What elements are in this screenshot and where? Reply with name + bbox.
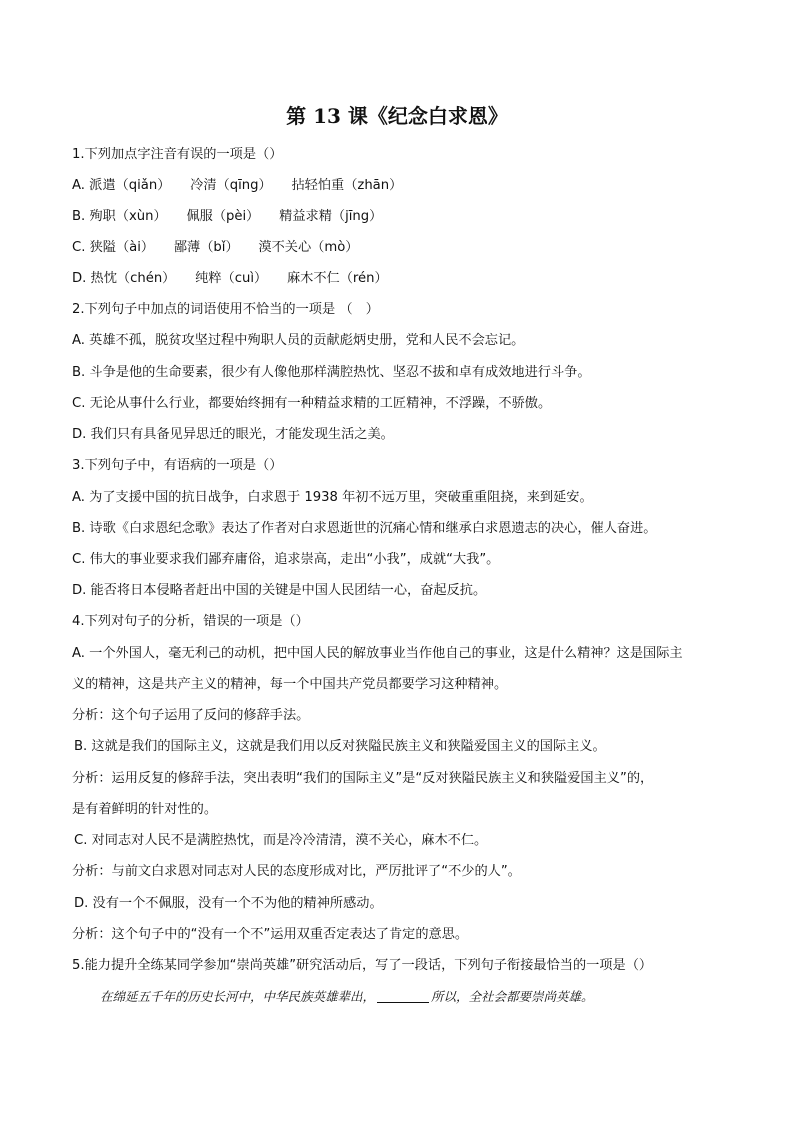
question-5-stem: 5.能力提升全练某同学参加“崇尚英雄”研究活动后，写了一段话，下列句子衔接最恰当的一项是（） [72, 958, 653, 973]
question-4-option-c-analysis: 分析：与前文白求恩对同志对人民的态度形成对比，严厉批评了“不少的人”。 [72, 864, 521, 879]
passage-before-blank: 在绵延五千年的历史长河中，中华民族英雄辈出， [100, 989, 376, 1004]
question-2-option-c: C. 无论从事什么行业，都要始终拥有一种精益求精的工匠精神，不浮躁，不骄傲。 [72, 396, 552, 411]
question-4-option-a-line2: 义的精神，这是共产主义的精神，每一个中国共产党员都要学习这种精神。 [72, 677, 508, 692]
question-1-option-d: D. 热忱（chén） 纯粹（cuì） 麻木不仁（rén） [72, 271, 388, 286]
question-1-option-c: C. 狭隘（ài） 鄙薄（bǐ） 漠不关心（mò） [72, 240, 359, 255]
question-4-option-b: B. 这就是我们的国际主义，这就是我们用以反对狭隘民族主义和狭隘爱国主义的国际主义。 [74, 739, 606, 754]
question-2-option-d: D. 我们只有具备见异思迁的眼光，才能发现生活之美。 [72, 427, 394, 442]
question-4-option-d-analysis: 分析：这个句子中的“没有一个不”运用双重否定表达了肯定的意思。 [72, 927, 469, 942]
question-4-option-c: C. 对同志对人民不是满腔热忱，而是冷冷清清，漠不关心，麻木不仁。 [74, 833, 488, 848]
question-5-passage [100, 988, 760, 1006]
question-3-option-d: D. 能否将日本侵略者赶出中国的关键是中国人民团结一心，奋起反抗。 [72, 583, 487, 598]
answer-blank [377, 990, 429, 1003]
question-2-option-a: A. 英雄不孤，脱贫攻坚过程中殉职人员的贡献彪炳史册，党和人民不会忘记。 [72, 333, 525, 348]
question-2-option-b: B. 斗争是他的生命要素，很少有人像他那样满腔热忱、坚忍不拔和卓有成效地进行斗争。 [72, 365, 591, 380]
question-4-option-b-analysis-line1: 分析：运用反复的修辞手法，突出表明“我们的国际主义”是“反对狭隘民族主义和狭隘爱国主义”的， [72, 771, 654, 786]
question-1-option-a: A. 派遣（qiǎn） 冷清（qīng） 拈轻怕重（zhān） [72, 178, 403, 193]
question-3-option-a: A. 为了支援中国的抗日战争，白求恩于 1938 年初不远万里，突破重重阻挠，来到延安。 [72, 490, 593, 505]
question-4-stem: 4.下列对句子的分析，错误的一项是（） [72, 614, 309, 629]
question-3-option-b: B. 诗歌《白求恩纪念歌》表达了作者对白求恩逝世的沉痛心情和继承白求恩遗志的决心，催人奋进。 [72, 521, 657, 536]
page-title: 第 13 课《纪念白求恩》 [286, 104, 508, 128]
question-2-stem: 2.下列句子中加点的词语使用不恰当的一项是 （ ） [72, 302, 379, 317]
question-4-option-a-analysis: 分析：这个句子运用了反问的修辞手法。 [72, 708, 310, 723]
question-3-stem: 3.下列句子中，有语病的一项是（） [72, 458, 283, 473]
question-4-option-b-analysis-line2: 是有着鲜明的针对性的。 [72, 802, 218, 817]
passage-after-blank: 所以，全社会都要崇尚英雄。 [431, 989, 594, 1004]
question-4-option-a-line1: A. 一个外国人，毫无利己的动机，把中国人民的解放事业当作他自己的事业，这是什么精神？这是国际主 [72, 646, 683, 661]
question-3-option-c: C. 伟大的事业要求我们鄙弃庸俗，追求崇高，走出“小我”，成就“大我”。 [72, 552, 500, 567]
question-1-option-b: B. 殉职（xùn） 佩服（pèi） 精益求精（jīng） [72, 209, 383, 224]
question-1-stem: 1.下列加点字注音有误的一项是（） [72, 147, 283, 162]
question-4-option-d: D. 没有一个不佩服，没有一个不为他的精神所感动。 [74, 896, 383, 911]
